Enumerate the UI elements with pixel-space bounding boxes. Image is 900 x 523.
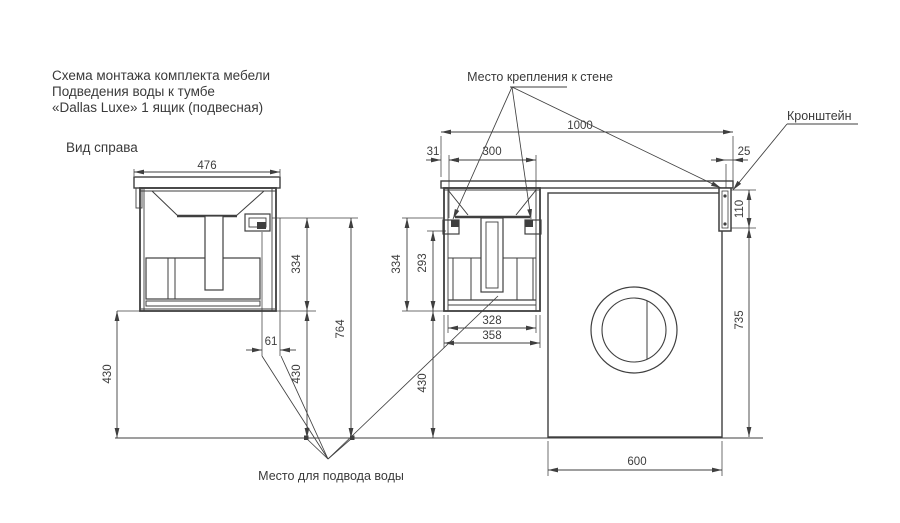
svg-text:61: 61 bbox=[264, 336, 278, 348]
svg-text:334: 334 bbox=[291, 254, 303, 274]
svg-text:430: 430 bbox=[291, 364, 303, 384]
dim-side-total-height bbox=[335, 218, 351, 438]
callout-water-supply bbox=[258, 296, 498, 483]
svg-text:Кронштейн: Кронштейн bbox=[787, 109, 852, 123]
title-line-2: Подведения воды к тумбе bbox=[52, 84, 215, 99]
wall-mount-point-right bbox=[525, 220, 541, 234]
callout-wall-mount bbox=[453, 70, 721, 219]
front-view-cabinet bbox=[441, 181, 733, 311]
wall-bracket bbox=[719, 188, 731, 231]
machine-door-inner bbox=[602, 298, 666, 362]
svg-text:430: 430 bbox=[417, 373, 429, 393]
dim-water-offset bbox=[246, 218, 296, 356]
front-view-drain-pipe bbox=[481, 218, 503, 292]
side-view-cabinet bbox=[134, 177, 280, 311]
dim-side-depth bbox=[134, 160, 280, 176]
svg-text:600: 600 bbox=[627, 456, 647, 468]
svg-text:430: 430 bbox=[102, 364, 114, 384]
side-view-wall-clip bbox=[245, 214, 270, 231]
washing-machine bbox=[548, 193, 722, 437]
countertop bbox=[441, 181, 733, 188]
dim-side-floor-left bbox=[102, 311, 140, 438]
svg-text:764: 764 bbox=[335, 319, 347, 339]
svg-text:1000: 1000 bbox=[567, 120, 593, 132]
machine-door-outer bbox=[591, 287, 677, 373]
dim-machine-width bbox=[548, 441, 722, 476]
side-view-drain-pipe bbox=[205, 216, 223, 290]
callout-bracket bbox=[733, 109, 858, 190]
svg-text:476: 476 bbox=[197, 160, 217, 172]
dimensions bbox=[102, 120, 756, 476]
view-label: Вид справа bbox=[66, 140, 138, 155]
svg-text:334: 334 bbox=[391, 254, 403, 274]
svg-text:31: 31 bbox=[426, 146, 440, 158]
svg-text:735: 735 bbox=[734, 310, 746, 330]
title-line-3: «Dallas Luxe» 1 ящик (подвесная) bbox=[52, 100, 264, 115]
svg-text:300: 300 bbox=[482, 146, 502, 158]
title-line-1: Схема монтажа комплекта мебели bbox=[52, 68, 271, 83]
dim-front-bracket-height bbox=[417, 231, 446, 311]
dim-side-floor-right bbox=[291, 311, 307, 438]
svg-text:25: 25 bbox=[737, 146, 751, 158]
dim-front-floor-clearance bbox=[417, 311, 433, 438]
title-block bbox=[52, 68, 270, 155]
svg-text:Место для подвода воды: Место для подвода воды bbox=[258, 469, 404, 483]
svg-text:110: 110 bbox=[734, 199, 746, 219]
dim-machine-height bbox=[734, 228, 749, 437]
svg-text:328: 328 bbox=[482, 315, 502, 327]
svg-text:358: 358 bbox=[482, 330, 502, 342]
svg-text:293: 293 bbox=[417, 253, 429, 273]
dim-bracket-length bbox=[731, 190, 756, 228]
wall-mount-point-left bbox=[443, 220, 459, 234]
svg-text:Место крепления к стене: Место крепления к стене bbox=[467, 70, 613, 84]
dim-side-bracket-to-bottom bbox=[272, 218, 358, 311]
